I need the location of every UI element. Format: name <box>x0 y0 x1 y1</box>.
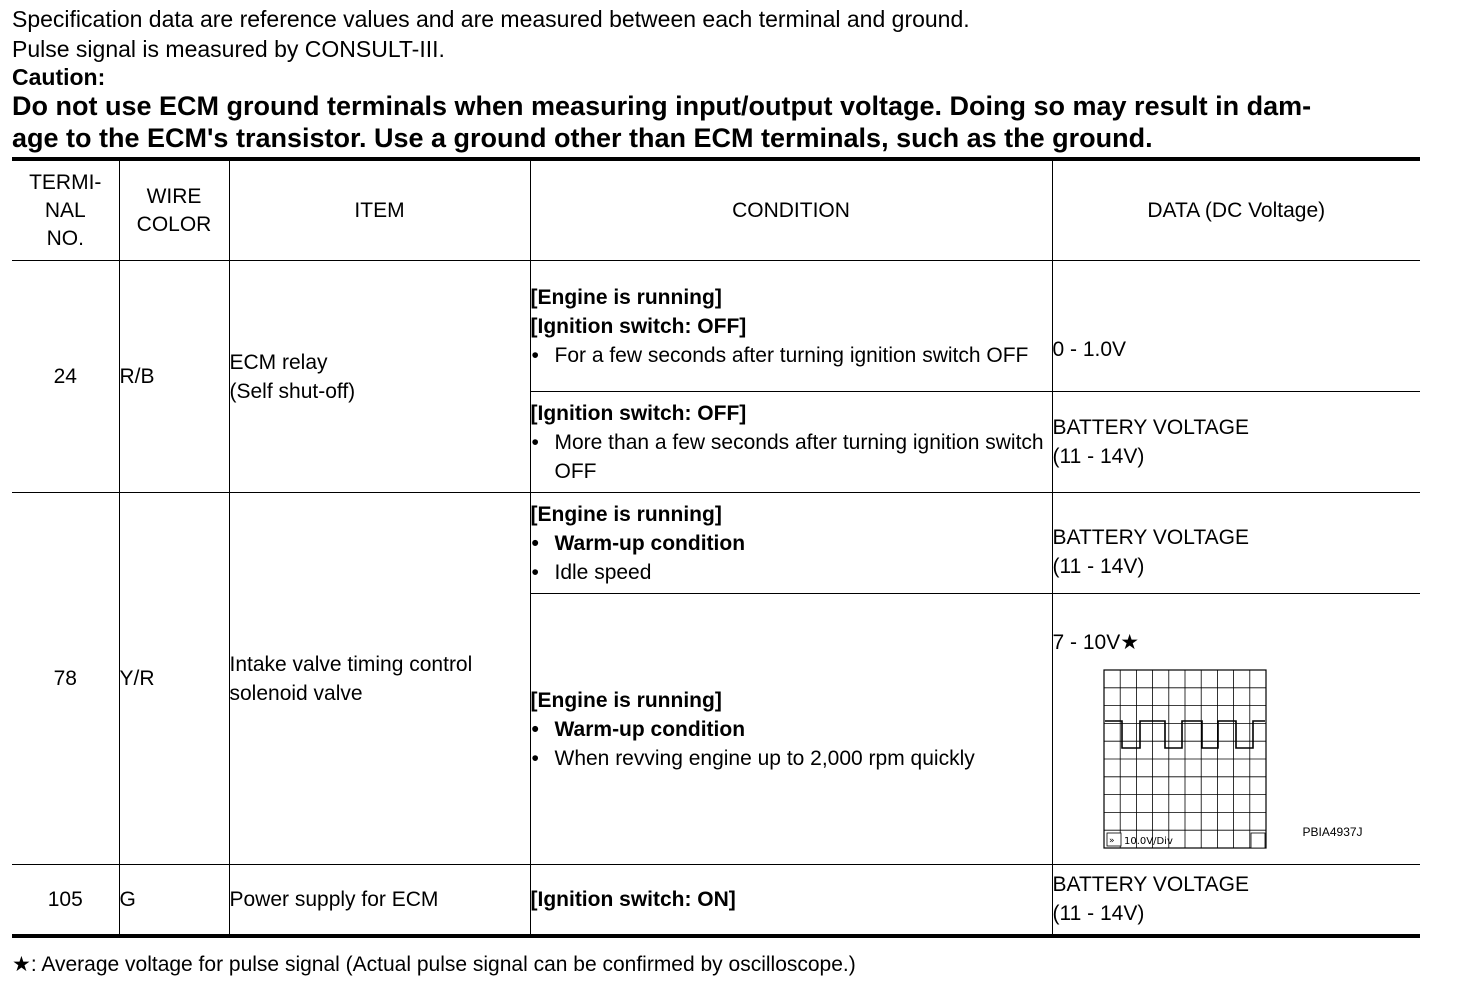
condition-105: [Ignition switch: ON] <box>530 865 1052 936</box>
table-row <box>12 865 1420 936</box>
table-row <box>12 261 1420 392</box>
terminal-spec-table <box>12 157 1420 938</box>
header-wire-line-2: COLOR <box>136 212 212 236</box>
header-condition: CONDITION <box>530 159 1052 261</box>
header-terminal-line-2: NAL <box>44 198 86 222</box>
data-line: (11 - 14V) <box>1052 555 1145 578</box>
intro-line-1: Specification data are reference values and are measured between each terminal and ground. <box>12 6 970 32</box>
data-78-a <box>1052 493 1420 594</box>
terminal-105: 105 <box>12 865 119 936</box>
intro-line-2: Pulse signal is measured by CONSULT-III. <box>12 36 445 62</box>
intro-text <box>12 4 1432 154</box>
condition-bullet: • More than a few seconds after turning ignition switch OFF <box>531 428 1052 486</box>
footnote-text: : Average voltage for pulse signal (Actual pulse signal can be confirmed by oscilloscope.) <box>30 953 856 976</box>
star-icon: ★ <box>1120 630 1140 654</box>
condition-heading: [Ignition switch: OFF] <box>530 401 747 425</box>
wire-color-24: R/B <box>119 261 229 493</box>
caution-title: Caution: <box>12 64 106 90</box>
header-wire-line-1: WIRE <box>146 184 202 208</box>
item-24-line-1: ECM relay <box>229 350 328 374</box>
condition-heading: [Engine is running] <box>530 688 722 712</box>
data-line: BATTERY VOLTAGE <box>1052 526 1249 549</box>
header-item: ITEM <box>229 159 530 261</box>
condition-bullet: • Warm-up condition <box>531 715 1052 744</box>
data-24-b <box>1052 392 1420 493</box>
wire-color-78: Y/R <box>119 493 229 865</box>
scope-scale-label: 10.0V/Div <box>1123 835 1173 847</box>
item-24-line-2: (Self shut-off) <box>229 379 356 403</box>
condition-78-b <box>530 594 1052 865</box>
condition-heading: [Engine is running] <box>530 502 722 526</box>
oscilloscope-figure <box>1052 618 1421 847</box>
scope-corner-box <box>1251 833 1265 848</box>
header-terminal-line-3: NO. <box>46 226 84 250</box>
data-78-b <box>1052 594 1420 865</box>
table-header-row <box>12 159 1420 261</box>
condition-78-a <box>530 493 1052 594</box>
condition-heading: [Engine is running] <box>530 285 722 309</box>
header-wire-color <box>119 159 229 261</box>
header-data: DATA (DC Voltage) <box>1052 159 1420 261</box>
condition-heading: [Ignition switch: OFF] <box>530 314 747 338</box>
data-line: (11 - 14V) <box>1052 445 1145 468</box>
caution-line-1: Do not use ECM ground terminals when measuring input/output voltage. Doing so may result in dam- <box>12 91 1312 121</box>
footnote <box>12 951 856 979</box>
item-105: Power supply for ECM <box>229 865 530 936</box>
data-line: BATTERY VOLTAGE <box>1052 416 1249 439</box>
item-78-line-1: Intake valve timing control <box>229 652 473 676</box>
pulse-voltage-value <box>1053 628 1140 657</box>
star-icon: ★ <box>12 953 31 976</box>
header-terminal-no <box>12 159 119 261</box>
caution-line-2: age to the ECM's transistor. Use a ground other than ECM terminals, such as the ground. <box>12 123 1153 153</box>
wire-color-105: G <box>119 865 229 936</box>
oscilloscope-waveform <box>1103 669 1269 851</box>
pulse-voltage-text: 7 - 10V <box>1052 630 1121 654</box>
condition-24-a <box>530 261 1052 392</box>
table-row <box>12 493 1420 594</box>
data-105 <box>1052 865 1420 936</box>
condition-bullet: • When revving engine up to 2,000 rpm quickly <box>531 744 1052 773</box>
item-78-line-2: solenoid valve <box>229 681 363 705</box>
condition-24-b <box>530 392 1052 493</box>
data-24-a: 0 - 1.0V <box>1052 261 1420 392</box>
condition-bullet: • Idle speed <box>531 558 1052 587</box>
item-24 <box>229 261 530 493</box>
item-78 <box>229 493 530 865</box>
data-line: BATTERY VOLTAGE <box>1052 873 1249 897</box>
data-line: (11 - 14V) <box>1052 902 1145 926</box>
condition-bullet: • For a few seconds after turning ignition switch OFF <box>531 341 1052 370</box>
header-terminal-line-1: TERMI- <box>29 170 102 194</box>
terminal-78: 78 <box>12 493 119 865</box>
figure-code: PBIA4937J <box>1302 824 1363 839</box>
chevron-right-icon: » <box>1108 835 1115 846</box>
terminal-24: 24 <box>12 261 119 493</box>
condition-bullet: • Warm-up condition <box>531 529 1052 558</box>
